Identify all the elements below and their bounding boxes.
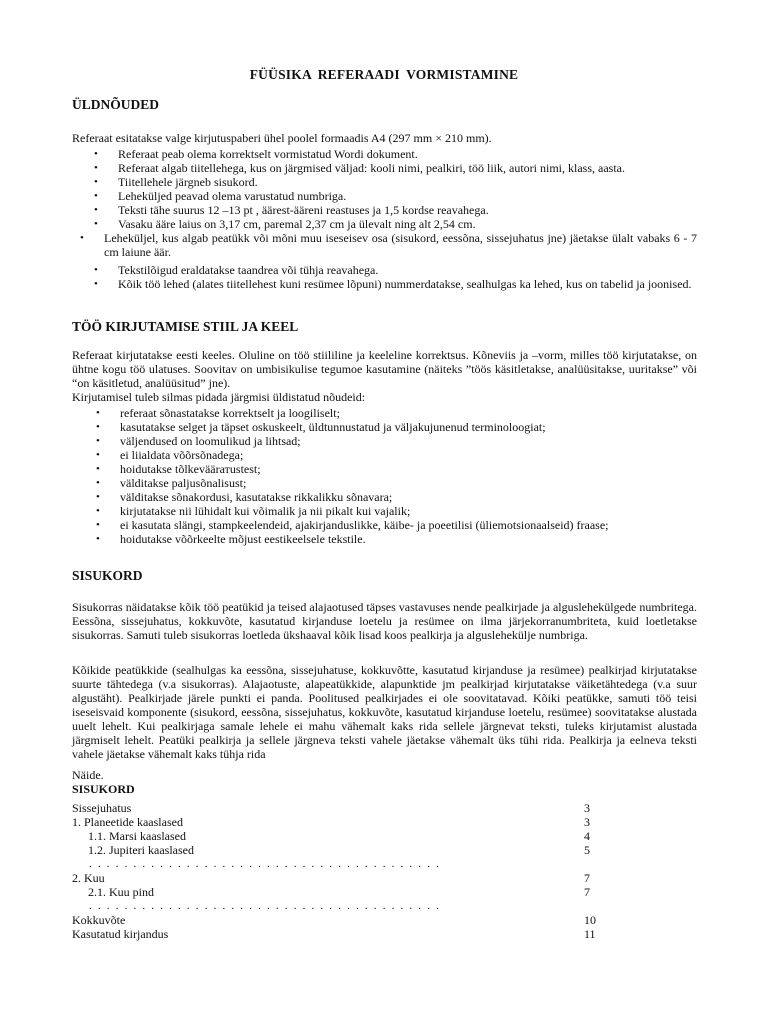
style-intro: Referaat kirjutatakse eesti keeles. Oluline on töö stiililine ja keeleline korrektsus. Kõneviis ja –vorm, milles töö kirjutatakse, on ühtne kogu töö ulatuses. Soovitav on umbisikulise tegumoe kasutamine (näiteks ”töös käsitletakse, analüüsitakse, uuritakse” või “on käsitletud, analüüsitud” jne). [72,348,697,390]
toc-row [72,871,612,885]
toc-row [72,829,612,843]
toc-row [72,843,612,857]
toc-row-page: 10 [584,913,596,927]
toc-row-label: 1.1. Marsi kaaslased [88,829,186,843]
toc-row [72,885,612,899]
list-item: • välditakse sõnakordusi, kasutatakse rikkalikku sõnavara; [120,490,697,504]
toc-rules-paragraph-1: Sisukorras näidatakse kõik töö peatükid ja teised alajaotused täpses vastavuses nende pealkirjade ja alguslehekülgede numbritega. Eessõna, sissejuhatus, kokkuvõte, kasutatud kirjanduse loetelu ja resümee on ilma järjekorranumbriteta, kuid loetletakse sisukorras. Samuti tuleb sisukorras loetleda ükshaaval kõik lisad koos pealkirja ja alguslehekülje numbriga. [72,600,697,642]
toc-dot-leader [72,857,612,871]
style-bullet-list [120,406,697,546]
toc-row-page: 7 [584,871,590,885]
toc-row-label: 1. Planeetide kaaslased [72,815,183,829]
list-item: • Vasaku ääre laius on 3,17 cm, paremal 2,37 cm ja ülevalt ning alt 2,54 cm. [118,217,697,231]
toc-row-label: 2.1. Kuu pind [88,885,154,899]
toc-row-label: Kokkuvõte [72,913,126,927]
heading-toc-rules: SISUKORD [72,568,143,583]
document-title: FÜÜSIKA REFERAADI VORMISTAMINE [249,67,519,82]
toc-row [72,927,612,941]
list-item: • Teksti tähe suurus 12 –13 pt , äärest-ääreni reastuses ja 1,5 kordse reavahega. [118,203,697,217]
toc-dots: . . . . . . . . . . . . . . . . . . . . . . . . . . . . . . . . . . . . . . . . [89,900,441,912]
list-item: • Kõik töö lehed (alates tiitellehest kuni resümee lõpuni) nummerdatakse, sealhulgas ka lehed, kus on tabelid ja joonised. [118,277,697,291]
toc-row-page: 3 [584,801,590,815]
toc-row-label: 2. Kuu [72,871,105,885]
toc-rules-paragraph-2: Kõikide peatükkide (sealhulgas ka eessõna, sissejuhatuse, kokkuvõtte, kasutatud kirjanduse ja resümee) pealkirjad kirjutatakse suurte tähtedega (v.a sisukorras). Alajaotuste, alapeatükkide, alapunktide jm pealkirjad kirjutatakse väiketähtedega (v.a suur algustäht). Pealkirjade järele punkti ei panda. Poolitused pealkirjades ei ole soovitatavad. Kõiki peatükke, samuti töö teisi iseseisvaid komponente (sisukord, eessõna, sissejuhatus, kokkuvõte, kasutatud kirjanduse loetelu, resümee) soovitatakse alustada uuelt lehelt. Kui pealkirjaga samale lehele ei mahu vähemalt kaks rida sellele järgnevat teksti, tuleks kirjutamist alustada järgmiselt lehelt. Peatüki pealkirja ja sellele järgneva teksti vahele jäetakse vähemalt üks tühi rida. Pealkirja ja eelneva teksti vahele jäetakse vähemalt kaks tühja rida [72,663,697,761]
toc-row-page: 4 [584,829,590,843]
toc-row-page: 11 [584,927,596,941]
list-item: • ei liialdata võõrsõnadega; [120,448,697,462]
toc-row-page: 5 [584,843,590,857]
toc-row [72,815,612,829]
toc-row-label: 1.2. Jupiteri kaaslased [88,843,194,857]
toc-row [72,801,612,815]
heading-style: TÖÖ KIRJUTAMISE STIIL JA KEEL [72,319,299,334]
list-item: • Leheküljel, kus algab peatükk või mõni muu iseseisev osa (sisukord, eessõna, sissejuhatus jne) jäetakse ülalt vabaks 6 - 7 cm laiune äär. [104,231,697,259]
toc-row-label: Kasutatud kirjandus [72,927,169,941]
toc-row-page: 3 [584,815,590,829]
list-item: • välditakse paljusõnalisust; [120,476,697,490]
list-item: • hoidutakse tõlkeväärатustest; [120,462,697,476]
heading-general: ÜLDNÕUDED [72,97,160,112]
list-item: • ei kasutata slängi, stampkeelendeid, ajakirjanduslikke, käibe- ja poeetilisi (üliemotsionaalseid) fraase; [120,518,697,532]
list-item: • referaat sõnastatakse korrektselt ja loogiliselt; [120,406,697,420]
list-item: • kasutatakse selget ja täpset oskuskeelt, üldtunnustatud ja väljakujunenud terminoloogiat; [120,420,697,434]
list-item: • väljendused on loomulikud ja lihtsad; [120,434,697,448]
list-item: • kirjutatakse nii lühidalt kui võimalik ja nii pikalt kui vajalik; [120,504,697,518]
list-item: • Leheküljed peavad olema varustatud numbriga. [118,189,697,203]
toc-row [72,913,612,927]
list-item: • Tekstilõigud eraldatakse taandrea või tühja reavahega. [118,263,697,277]
list-item: • hoidutakse võõrkeelte mõjust eestikeelsele tekstile. [120,532,697,546]
list-item: • Referaat peab olema korrektselt vormistatud Wordi dokument. [118,147,697,161]
example-label: Näide. [72,768,104,782]
toc-row-label: Sissejuhatus [72,801,132,815]
list-item: • Tiitellehele järgneb sisukord. [118,175,697,189]
toc-row-page: 7 [584,885,590,899]
example-toc-heading: SISUKORD [72,782,135,796]
general-bullet-list [104,147,697,291]
toc-dot-leader [72,899,612,913]
list-item: • Referaat algab tiitellehega, kus on järgmised väljad: kooli nimi, pealkiri, töö liik, autori nimi, klass, aasta. [118,161,697,175]
example-toc [72,801,612,941]
toc-dots: . . . . . . . . . . . . . . . . . . . . . . . . . . . . . . . . . . . . . . . . [89,858,441,870]
general-intro: Referaat esitatakse valge kirjutuspaberi ühel poolel formaadis A4 (297 mm × 210 mm). [72,131,492,145]
style-lead: Kirjutamisel tuleb silmas pidada järgmisi üldistatud nõudeid: [72,390,366,404]
